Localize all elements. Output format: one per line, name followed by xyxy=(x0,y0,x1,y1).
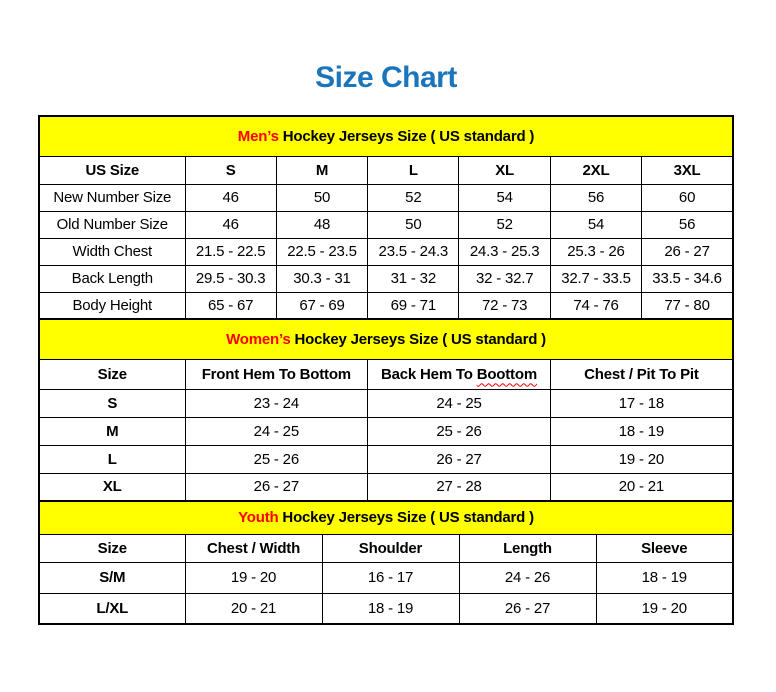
size-value-cell: 19 - 20 xyxy=(596,593,733,624)
column-header: Back Hem To Boottom xyxy=(368,359,551,389)
womens-banner: Women’s Hockey Jerseys Size ( US standard ) xyxy=(39,319,733,359)
mens-column-header-row xyxy=(39,156,733,184)
size-value-cell: 30.3 - 31 xyxy=(276,265,367,292)
size-value-cell: 32.7 - 33.5 xyxy=(550,265,641,292)
table-row xyxy=(39,473,733,501)
size-value-cell: 16 - 17 xyxy=(322,562,459,593)
size-value-cell: 25 - 26 xyxy=(368,417,551,445)
size-value-cell: 65 - 67 xyxy=(185,292,276,319)
size-value-cell: 24.3 - 25.3 xyxy=(459,238,550,265)
size-value-cell: 31 - 32 xyxy=(368,265,459,292)
column-header: XL xyxy=(459,156,550,184)
table-row xyxy=(39,211,733,238)
size-value-cell: 69 - 71 xyxy=(368,292,459,319)
row-label: Body Height xyxy=(39,292,185,319)
size-value-cell: 46 xyxy=(185,211,276,238)
size-value-cell: 72 - 73 xyxy=(459,292,550,319)
size-value-cell: 67 - 69 xyxy=(276,292,367,319)
size-value-cell: 77 - 80 xyxy=(642,292,733,319)
size-value-cell: 50 xyxy=(276,184,367,211)
size-value-cell: 18 - 19 xyxy=(596,562,733,593)
size-value-cell: 17 - 18 xyxy=(550,389,733,417)
womens-column-header-row xyxy=(39,359,733,389)
row-label: New Number Size xyxy=(39,184,185,211)
column-header: Chest / Pit To Pit xyxy=(550,359,733,389)
misspelled-word: Boottom xyxy=(476,365,537,383)
table-row xyxy=(39,184,733,211)
size-value-cell: 56 xyxy=(642,211,733,238)
column-header: Length xyxy=(459,534,596,562)
table-row xyxy=(39,417,733,445)
table-row xyxy=(39,389,733,417)
size-value-cell: 52 xyxy=(368,184,459,211)
column-header: L xyxy=(368,156,459,184)
column-header: M xyxy=(276,156,367,184)
column-header: Size xyxy=(39,359,185,389)
size-value-cell: 32 - 32.7 xyxy=(459,265,550,292)
youth-banner: Youth Hockey Jerseys Size ( US standard ) xyxy=(39,501,733,534)
column-header: Size xyxy=(39,534,185,562)
size-value-cell: 23 - 24 xyxy=(185,389,368,417)
size-value-cell: 26 - 27 xyxy=(185,473,368,501)
size-value-cell: 21.5 - 22.5 xyxy=(185,238,276,265)
row-label: S xyxy=(39,389,185,417)
table-row xyxy=(39,265,733,292)
size-chart-page xyxy=(38,0,734,625)
size-value-cell: 20 - 21 xyxy=(550,473,733,501)
size-value-cell: 48 xyxy=(276,211,367,238)
size-value-cell: 22.5 - 23.5 xyxy=(276,238,367,265)
row-label: XL xyxy=(39,473,185,501)
table-row xyxy=(39,593,733,624)
size-value-cell: 33.5 - 34.6 xyxy=(642,265,733,292)
size-value-cell: 54 xyxy=(550,211,641,238)
column-header: S xyxy=(185,156,276,184)
size-value-cell: 26 - 27 xyxy=(459,593,596,624)
size-value-cell: 56 xyxy=(550,184,641,211)
size-value-cell: 29.5 - 30.3 xyxy=(185,265,276,292)
size-value-cell: 26 - 27 xyxy=(368,445,551,473)
womens-size-table xyxy=(38,318,734,502)
banner-highlight: Women’s xyxy=(226,330,291,348)
row-label: Old Number Size xyxy=(39,211,185,238)
size-value-cell: 74 - 76 xyxy=(550,292,641,319)
banner-highlight: Men’s xyxy=(237,127,279,145)
size-value-cell: 18 - 19 xyxy=(322,593,459,624)
size-value-cell: 24 - 26 xyxy=(459,562,596,593)
size-value-cell: 19 - 20 xyxy=(185,562,322,593)
size-value-cell: 46 xyxy=(185,184,276,211)
size-value-cell: 27 - 28 xyxy=(368,473,551,501)
youth-banner-row xyxy=(39,501,733,534)
column-header: Shoulder xyxy=(322,534,459,562)
youth-column-header-row xyxy=(39,534,733,562)
row-label: Width Chest xyxy=(39,238,185,265)
table-row xyxy=(39,238,733,265)
size-value-cell: 50 xyxy=(368,211,459,238)
table-row xyxy=(39,562,733,593)
size-value-cell: 24 - 25 xyxy=(185,417,368,445)
column-header: Front Hem To Bottom xyxy=(185,359,368,389)
row-label: S/M xyxy=(39,562,185,593)
size-value-cell: 26 - 27 xyxy=(642,238,733,265)
row-label: L/XL xyxy=(39,593,185,624)
mens-banner-row xyxy=(39,116,733,156)
banner-highlight: Youth xyxy=(238,509,279,527)
size-value-cell: 52 xyxy=(459,211,550,238)
youth-size-table xyxy=(38,500,734,625)
size-value-cell: 25.3 - 26 xyxy=(550,238,641,265)
column-header: US Size xyxy=(39,156,185,184)
size-value-cell: 25 - 26 xyxy=(185,445,368,473)
size-value-cell: 18 - 19 xyxy=(550,417,733,445)
size-value-cell: 20 - 21 xyxy=(185,593,322,624)
row-label: L xyxy=(39,445,185,473)
size-value-cell: 19 - 20 xyxy=(550,445,733,473)
size-value-cell: 24 - 25 xyxy=(368,389,551,417)
column-header: 2XL xyxy=(550,156,641,184)
table-row xyxy=(39,292,733,319)
column-header: Sleeve xyxy=(596,534,733,562)
column-header: 3XL xyxy=(642,156,733,184)
size-value-cell: 54 xyxy=(459,184,550,211)
size-value-cell: 23.5 - 24.3 xyxy=(368,238,459,265)
page-title: Size Chart xyxy=(315,61,457,94)
row-label: M xyxy=(39,417,185,445)
size-value-cell: 60 xyxy=(642,184,733,211)
row-label: Back Length xyxy=(39,265,185,292)
womens-banner-row xyxy=(39,319,733,359)
mens-banner: Men’s Hockey Jerseys Size ( US standard ) xyxy=(39,116,733,156)
mens-size-table xyxy=(38,115,734,320)
size-chart-tables xyxy=(38,115,734,625)
column-header: Chest / Width xyxy=(185,534,322,562)
table-row xyxy=(39,445,733,473)
